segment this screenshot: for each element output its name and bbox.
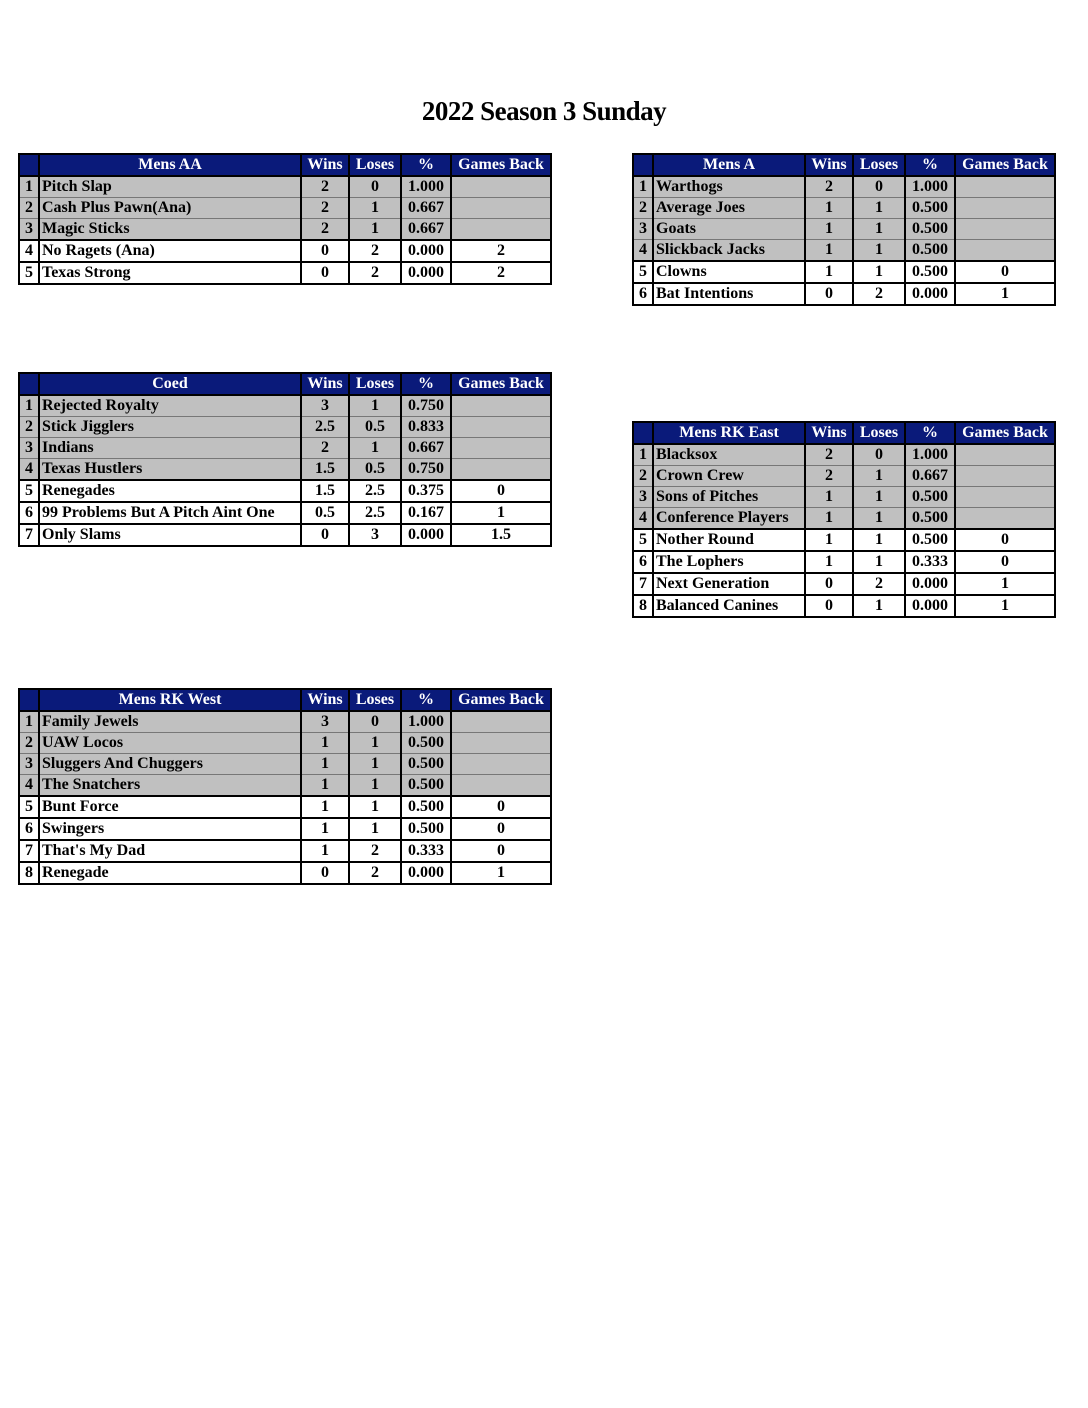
wins-cell: 2	[301, 198, 349, 219]
rank-cell: 5	[633, 261, 653, 283]
table-row	[19, 219, 551, 241]
loses-cell: 0.5	[349, 459, 401, 481]
rank-cell: 4	[633, 240, 653, 262]
games-back-header: Games Back	[451, 154, 551, 176]
loses-cell: 0	[349, 176, 401, 198]
pct-header: %	[905, 154, 955, 176]
loses-cell: 1	[349, 438, 401, 459]
rank-cell: 3	[19, 219, 39, 241]
rank-cell: 5	[19, 796, 39, 818]
table-row	[633, 240, 1055, 262]
team-name-cell: Blacksox	[653, 444, 805, 466]
wins-cell: 2	[805, 444, 853, 466]
loses-header: Loses	[853, 154, 905, 176]
rank-cell: 4	[19, 459, 39, 481]
table-row	[19, 840, 551, 862]
games-back-cell: 0	[955, 261, 1055, 283]
pct-cell: 0.500	[905, 240, 955, 262]
loses-cell: 1	[853, 508, 905, 530]
table-row	[19, 775, 551, 797]
pct-cell: 0.750	[401, 459, 451, 481]
pct-cell: 0.500	[401, 818, 451, 840]
loses-cell: 1	[349, 219, 401, 241]
team-name-cell: Stick Jigglers	[39, 417, 301, 438]
rank-cell: 1	[633, 444, 653, 466]
rank-cell: 2	[633, 466, 653, 487]
pct-cell: 0.500	[905, 219, 955, 240]
rank-cell: 8	[633, 595, 653, 617]
pct-cell: 0.500	[905, 529, 955, 551]
team-name-cell: Bat Intentions	[653, 283, 805, 305]
table-row	[19, 502, 551, 524]
rank-cell: 6	[19, 818, 39, 840]
wins-cell: 0	[301, 524, 349, 546]
rank-cell: 6	[633, 283, 653, 305]
pct-cell: 0.667	[401, 198, 451, 219]
loses-cell: 2	[349, 862, 401, 884]
table-header-row	[633, 422, 1055, 444]
loses-cell: 1	[853, 466, 905, 487]
team-name-cell: Goats	[653, 219, 805, 240]
games-back-cell	[955, 198, 1055, 219]
rank-cell: 6	[19, 502, 39, 524]
wins-header: Wins	[301, 689, 349, 711]
games-back-cell	[955, 240, 1055, 262]
rank-cell: 5	[633, 529, 653, 551]
rank-cell: 2	[19, 198, 39, 219]
team-name-cell: Nother Round	[653, 529, 805, 551]
wins-cell: 1	[301, 775, 349, 797]
team-name-cell: Slickback Jacks	[653, 240, 805, 262]
team-name-cell: No Ragets (Ana)	[39, 240, 301, 262]
loses-cell: 1	[349, 818, 401, 840]
games-back-cell: 0	[451, 480, 551, 502]
table-row	[19, 262, 551, 284]
team-name-cell: Texas Strong	[39, 262, 301, 284]
pct-cell: 0.667	[905, 466, 955, 487]
wins-cell: 1	[805, 240, 853, 262]
games-back-cell: 0	[451, 818, 551, 840]
wins-cell: 3	[301, 711, 349, 733]
wins-cell: 0.5	[301, 502, 349, 524]
pct-cell: 0.500	[401, 733, 451, 754]
loses-cell: 2.5	[349, 502, 401, 524]
pct-cell: 0.500	[401, 796, 451, 818]
table-row	[633, 508, 1055, 530]
division-name: Mens RK East	[653, 422, 805, 444]
wins-cell: 1.5	[301, 480, 349, 502]
team-name-cell: Conference Players	[653, 508, 805, 530]
team-name-cell: Balanced Canines	[653, 595, 805, 617]
table-row	[19, 796, 551, 818]
team-name-cell: Average Joes	[653, 198, 805, 219]
pct-header: %	[401, 154, 451, 176]
pct-cell: 0.667	[401, 219, 451, 241]
pct-cell: 0.167	[401, 502, 451, 524]
loses-cell: 2	[349, 240, 401, 262]
rank-cell: 2	[19, 417, 39, 438]
loses-cell: 1	[853, 595, 905, 617]
rank-cell: 7	[19, 840, 39, 862]
loses-header: Loses	[349, 689, 401, 711]
pct-header: %	[401, 689, 451, 711]
pct-header: %	[905, 422, 955, 444]
table-row	[633, 198, 1055, 219]
team-name-cell: Cash Plus Pawn(Ana)	[39, 198, 301, 219]
pct-header: %	[401, 373, 451, 395]
team-name-cell: Family Jewels	[39, 711, 301, 733]
rank-cell: 5	[19, 480, 39, 502]
team-name-cell: Pitch Slap	[39, 176, 301, 198]
division-name: Mens RK West	[39, 689, 301, 711]
wins-cell: 1	[301, 733, 349, 754]
wins-cell: 0	[301, 262, 349, 284]
pct-cell: 0.000	[905, 573, 955, 595]
games-back-cell: 2	[451, 240, 551, 262]
rank-cell: 5	[19, 262, 39, 284]
wins-cell: 0	[301, 862, 349, 884]
table-row	[633, 529, 1055, 551]
table-row	[19, 862, 551, 884]
table-row	[633, 219, 1055, 240]
wins-cell: 2	[301, 438, 349, 459]
team-name-cell: Texas Hustlers	[39, 459, 301, 481]
loses-cell: 1	[853, 261, 905, 283]
games-back-cell	[451, 775, 551, 797]
loses-cell: 3	[349, 524, 401, 546]
team-name-cell: Magic Sticks	[39, 219, 301, 241]
pct-cell: 0.000	[401, 524, 451, 546]
table-row	[633, 444, 1055, 466]
team-name-cell: UAW Locos	[39, 733, 301, 754]
team-name-cell: Sons of Pitches	[653, 487, 805, 508]
pct-cell: 0.333	[905, 551, 955, 573]
games-back-cell	[955, 219, 1055, 240]
team-name-cell: Rejected Royalty	[39, 395, 301, 417]
pct-cell: 0.500	[905, 508, 955, 530]
loses-header: Loses	[853, 422, 905, 444]
loses-cell: 1	[853, 551, 905, 573]
loses-cell: 2.5	[349, 480, 401, 502]
games-back-cell	[451, 176, 551, 198]
pct-cell: 0.333	[401, 840, 451, 862]
rank-cell: 1	[19, 176, 39, 198]
games-back-cell	[451, 438, 551, 459]
games-back-cell	[451, 711, 551, 733]
wins-cell: 2	[301, 176, 349, 198]
wins-cell: 1	[805, 219, 853, 240]
loses-cell: 1	[853, 198, 905, 219]
rank-cell: 3	[19, 754, 39, 775]
games-back-cell: 1.5	[451, 524, 551, 546]
standings-table-mens-rk-west	[18, 688, 552, 885]
wins-cell: 2	[301, 219, 349, 241]
table-row	[633, 261, 1055, 283]
table-row	[19, 733, 551, 754]
pct-cell: 0.000	[905, 283, 955, 305]
table-header-row	[19, 373, 551, 395]
loses-cell: 0	[853, 176, 905, 198]
header-corner	[633, 422, 653, 444]
games-back-cell	[955, 508, 1055, 530]
table-row	[19, 198, 551, 219]
header-corner	[19, 154, 39, 176]
games-back-header: Games Back	[955, 422, 1055, 444]
games-back-cell	[451, 395, 551, 417]
wins-cell: 1	[805, 261, 853, 283]
rank-cell: 3	[19, 438, 39, 459]
loses-cell: 1	[349, 198, 401, 219]
loses-cell: 2	[349, 262, 401, 284]
games-back-cell	[451, 733, 551, 754]
loses-cell: 0.5	[349, 417, 401, 438]
standings-table-mens-rk-east	[632, 421, 1056, 618]
games-back-header: Games Back	[955, 154, 1055, 176]
standings-table-mens-a	[632, 153, 1056, 306]
pct-cell: 0.500	[905, 198, 955, 219]
pct-cell: 0.833	[401, 417, 451, 438]
rank-cell: 8	[19, 862, 39, 884]
table-row	[19, 459, 551, 481]
pct-cell: 0.375	[401, 480, 451, 502]
team-name-cell: Only Slams	[39, 524, 301, 546]
games-back-cell	[955, 444, 1055, 466]
wins-cell: 3	[301, 395, 349, 417]
table-row	[633, 487, 1055, 508]
pct-cell: 1.000	[905, 176, 955, 198]
wins-header: Wins	[805, 422, 853, 444]
loses-cell: 2	[853, 573, 905, 595]
team-name-cell: Bunt Force	[39, 796, 301, 818]
header-corner	[633, 154, 653, 176]
table-row	[633, 573, 1055, 595]
wins-cell: 0	[301, 240, 349, 262]
wins-cell: 1	[805, 487, 853, 508]
table-header-row	[633, 154, 1055, 176]
table-row	[633, 595, 1055, 617]
games-back-cell: 1	[955, 283, 1055, 305]
games-back-cell	[451, 417, 551, 438]
team-name-cell: Warthogs	[653, 176, 805, 198]
standings-table-mens-aa	[18, 153, 552, 285]
games-back-cell: 0	[451, 796, 551, 818]
team-name-cell: The Lophers	[653, 551, 805, 573]
table-row	[19, 754, 551, 775]
table-row	[633, 466, 1055, 487]
table-row	[19, 395, 551, 417]
table-row	[19, 524, 551, 546]
pct-cell: 0.667	[401, 438, 451, 459]
games-back-cell	[451, 754, 551, 775]
loses-cell: 1	[853, 219, 905, 240]
pct-cell: 0.500	[905, 487, 955, 508]
wins-cell: 0	[805, 573, 853, 595]
team-name-cell: Renegade	[39, 862, 301, 884]
rank-cell: 1	[633, 176, 653, 198]
wins-cell: 1	[301, 840, 349, 862]
games-back-cell: 0	[955, 529, 1055, 551]
wins-cell: 1	[805, 198, 853, 219]
division-name: Coed	[39, 373, 301, 395]
games-back-cell	[451, 219, 551, 241]
table-row	[19, 818, 551, 840]
rank-cell: 4	[633, 508, 653, 530]
games-back-cell	[451, 459, 551, 481]
header-corner	[19, 689, 39, 711]
games-back-header: Games Back	[451, 689, 551, 711]
pct-cell: 0.500	[905, 261, 955, 283]
loses-cell: 2	[349, 840, 401, 862]
pct-cell: 0.500	[401, 775, 451, 797]
team-name-cell: Clowns	[653, 261, 805, 283]
rank-cell: 2	[19, 733, 39, 754]
loses-cell: 0	[853, 444, 905, 466]
pct-cell: 1.000	[905, 444, 955, 466]
games-back-cell	[955, 466, 1055, 487]
pct-cell: 0.000	[401, 862, 451, 884]
wins-cell: 2	[805, 466, 853, 487]
standings-table-coed	[18, 372, 552, 547]
table-row	[19, 176, 551, 198]
wins-cell: 1	[301, 818, 349, 840]
table-row	[19, 438, 551, 459]
team-name-cell: Renegades	[39, 480, 301, 502]
wins-header: Wins	[301, 373, 349, 395]
pct-cell: 0.750	[401, 395, 451, 417]
team-name-cell: The Snatchers	[39, 775, 301, 797]
wins-cell: 2.5	[301, 417, 349, 438]
loses-cell: 1	[349, 796, 401, 818]
games-back-cell: 1	[955, 595, 1055, 617]
games-back-cell: 1	[451, 502, 551, 524]
team-name-cell: Swingers	[39, 818, 301, 840]
table-row	[19, 711, 551, 733]
table-row	[633, 283, 1055, 305]
games-back-cell: 1	[451, 862, 551, 884]
games-back-cell: 2	[451, 262, 551, 284]
wins-cell: 1	[301, 754, 349, 775]
games-back-header: Games Back	[451, 373, 551, 395]
rank-cell: 6	[633, 551, 653, 573]
rank-cell: 7	[633, 573, 653, 595]
loses-cell: 1	[853, 487, 905, 508]
pct-cell: 1.000	[401, 711, 451, 733]
table-header-row	[19, 154, 551, 176]
loses-cell: 1	[349, 395, 401, 417]
rank-cell: 1	[19, 395, 39, 417]
games-back-cell	[955, 176, 1055, 198]
table-row	[19, 417, 551, 438]
team-name-cell: That's My Dad	[39, 840, 301, 862]
loses-header: Loses	[349, 154, 401, 176]
loses-header: Loses	[349, 373, 401, 395]
team-name-cell: Indians	[39, 438, 301, 459]
games-back-cell	[451, 198, 551, 219]
division-name: Mens A	[653, 154, 805, 176]
pct-cell: 0.000	[401, 240, 451, 262]
wins-cell: 1.5	[301, 459, 349, 481]
header-corner	[19, 373, 39, 395]
wins-cell: 1	[805, 508, 853, 530]
wins-cell: 1	[805, 551, 853, 573]
team-name-cell: Sluggers And Chuggers	[39, 754, 301, 775]
games-back-cell: 0	[451, 840, 551, 862]
table-header-row	[19, 689, 551, 711]
wins-cell: 1	[805, 529, 853, 551]
rank-cell: 3	[633, 219, 653, 240]
pct-cell: 1.000	[401, 176, 451, 198]
table-row	[633, 551, 1055, 573]
loses-cell: 1	[349, 775, 401, 797]
loses-cell: 1	[853, 240, 905, 262]
pct-cell: 0.500	[401, 754, 451, 775]
rank-cell: 1	[19, 711, 39, 733]
games-back-cell: 0	[955, 551, 1055, 573]
team-name-cell: Crown Crew	[653, 466, 805, 487]
division-name: Mens AA	[39, 154, 301, 176]
loses-cell: 1	[853, 529, 905, 551]
team-name-cell: 99 Problems But A Pitch Aint One	[39, 502, 301, 524]
team-name-cell: Next Generation	[653, 573, 805, 595]
table-row	[19, 240, 551, 262]
wins-header: Wins	[301, 154, 349, 176]
pct-cell: 0.000	[401, 262, 451, 284]
wins-cell: 0	[805, 595, 853, 617]
rank-cell: 7	[19, 524, 39, 546]
table-row	[19, 480, 551, 502]
games-back-cell	[955, 487, 1055, 508]
loses-cell: 2	[853, 283, 905, 305]
rank-cell: 3	[633, 487, 653, 508]
rank-cell: 4	[19, 240, 39, 262]
wins-cell: 1	[301, 796, 349, 818]
page-title: 2022 Season 3 Sunday	[421, 96, 667, 126]
table-row	[633, 176, 1055, 198]
loses-cell: 1	[349, 733, 401, 754]
wins-header: Wins	[805, 154, 853, 176]
loses-cell: 1	[349, 754, 401, 775]
rank-cell: 2	[633, 198, 653, 219]
wins-cell: 2	[805, 176, 853, 198]
loses-cell: 0	[349, 711, 401, 733]
wins-cell: 0	[805, 283, 853, 305]
rank-cell: 4	[19, 775, 39, 797]
pct-cell: 0.000	[905, 595, 955, 617]
games-back-cell: 1	[955, 573, 1055, 595]
